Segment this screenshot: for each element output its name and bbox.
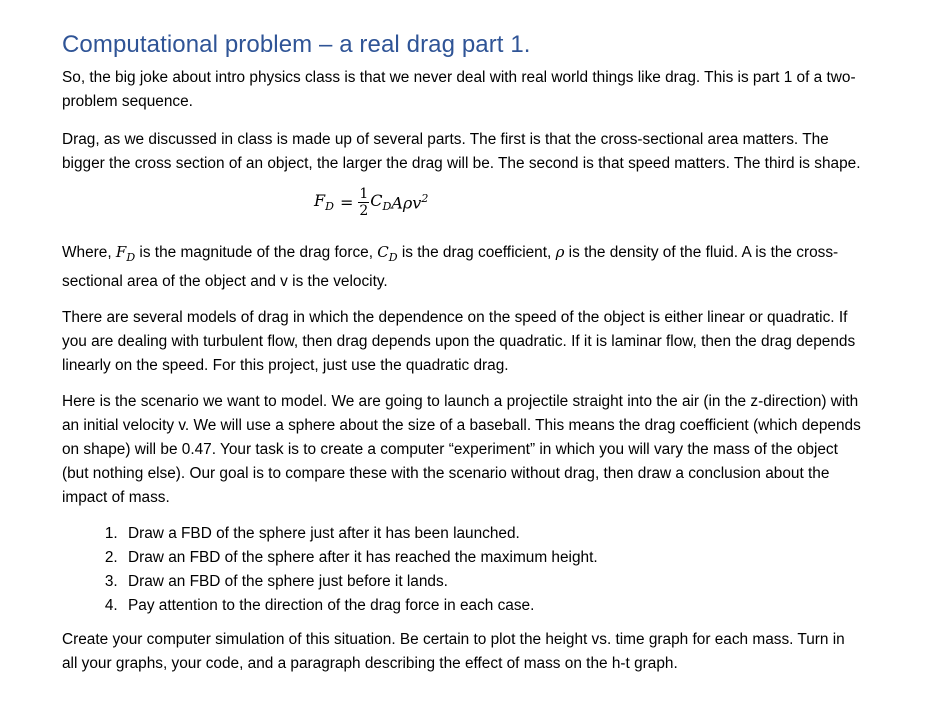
variables-paragraph: Where, $F_D$ is the magnitude of the drag force, $C_D$ is the drag coefficient, ρ is the density of the fluid. A is the cross-sectional area of the object and v is the velocity. (62, 243, 839, 290)
var-rho: ρ (555, 243, 565, 261)
var-cd: $C_D$ (377, 243, 398, 264)
document-page (62, 30, 862, 676)
equation-lhs: $F_D$ (314, 191, 334, 214)
drag-parts-paragraph: Drag, as we discussed in class is made up of several parts. The first is that the cross-sectional area matters. The bigger the cross section of an object, the larger the drag will be. The second is that speed matters. The third is shape. (62, 131, 861, 172)
list-item: 3. Draw an FBD of the sphere just before it lands. (122, 570, 862, 594)
fraction-denominator: 2 (359, 203, 369, 219)
equation-fraction (358, 186, 369, 219)
task-list (62, 522, 862, 618)
equation-rest: Aρv$^2$ (391, 192, 429, 213)
list-item: 1. Draw a FBD of the sphere just after it has been launched. (122, 522, 862, 546)
fraction-numerator: 1 (359, 186, 369, 202)
var-fd: $F_D$ (115, 243, 136, 264)
intro-paragraph: So, the big joke about intro physics class is that we never deal with real world things like drag. This is part 1 of a two-problem sequence. (62, 69, 856, 110)
list-item: 4. Pay attention to the direction of the drag force in each case. (122, 594, 862, 618)
simulation-paragraph: Create your computer simulation of this situation. Be certain to plot the height vs. time graph for each mass. Turn in all your graphs, your code, and a paragraph describing the effect of mass on the h-t graph. (62, 631, 845, 672)
document-title: Computational problem – a real drag part 1. (62, 31, 531, 58)
scenario-paragraph: Here is the scenario we want to model. We are going to launch a projectile straight into the air (in the z-direction) with an initial velocity v. We will use a sphere about the size of a baseball. This means the drag coefficient (which depends on shape) will be 0.47. Your task is to create a computer “experiment” in which you will vary the mass of the object (but nothing else). Our goal is to compare these with the scenario without drag, then draw a conclusion about the impact of mass. (62, 393, 861, 506)
equation-equals: = (339, 193, 354, 212)
drag-equation (62, 184, 862, 234)
equation-coefficient: $C_D$ (370, 191, 392, 214)
list-item: 2. Draw an FBD of the sphere after it has reached the maximum height. (122, 546, 862, 570)
drag-models-paragraph: There are several models of drag in which the dependence on the speed of the object is either linear or quadratic. If you are dealing with turbulent flow, then drag depends upon the quadratic. If it is laminar flow, then the drag depends linearly on the speed. For this project, just use the quadratic drag. (62, 309, 856, 374)
